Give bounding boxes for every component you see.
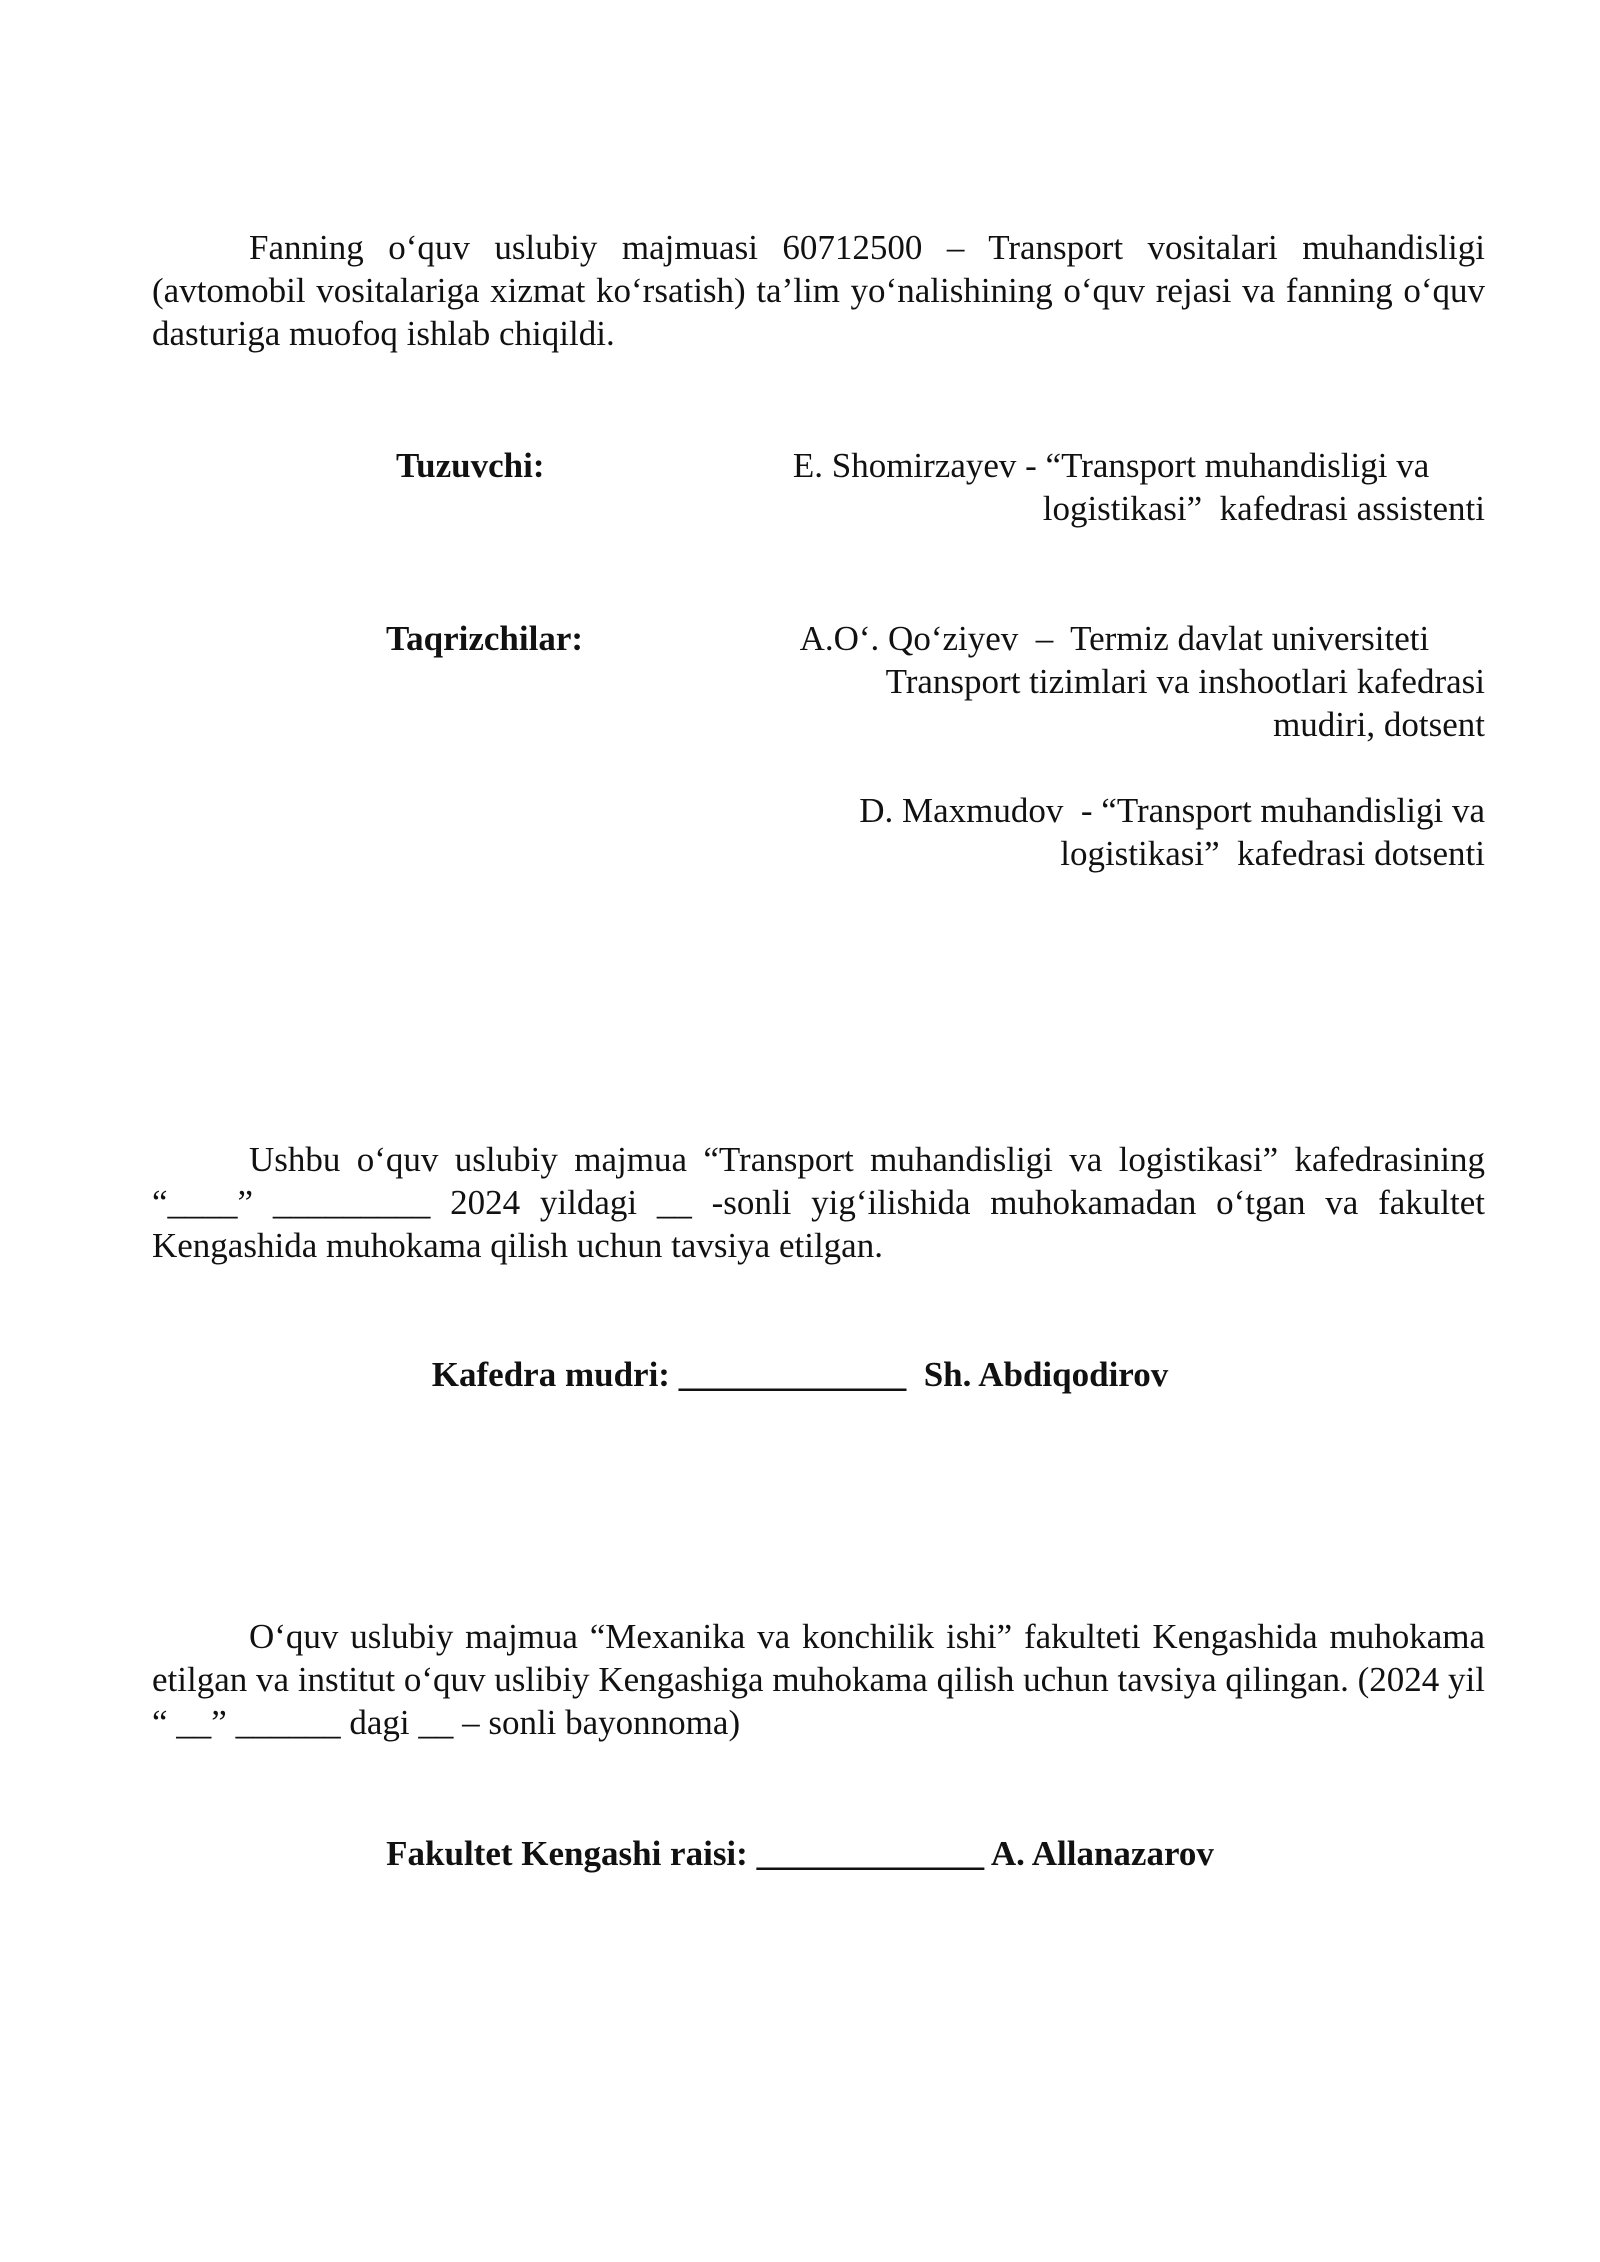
reviewer-1-line-2: Transport tizimlari va inshootlari kafedrasi (885, 662, 1485, 701)
author-details (793, 444, 1485, 530)
reviewer-2-details (859, 789, 1485, 875)
author-label: Tuzuvchi: (396, 446, 545, 485)
intro-paragraph (152, 226, 1485, 355)
department-approval-text: Ushbu o‘quv uslubiy majmua “Transport muhandisligi va logistikasi” kafedrasining “____” _________ 2024 yildagi __ -sonli yig‘ilishida muhokamadan o‘tgan va fakultet Kengashida muhokama qilish uchun tavsiya etilgan. (152, 1140, 1485, 1265)
intro-text: Fanning o‘quv uslubiy majmuasi 60712500 – Transport vositalari muhandisligi (avtomobil vositalariga xizmat ko‘rsatish) ta’lim yo‘nalishining o‘quv rejasi va fanning o‘quv dasturiga muofoq ishlab chiqildi. (152, 228, 1485, 353)
author-line-1: E. Shomirzayev - “Transport muhandisligi va (792, 446, 1438, 485)
department-approval-paragraph (152, 1138, 1485, 1267)
reviewer-2-line-2: logistikasi” kafedrasi dotsenti (1060, 834, 1485, 873)
faculty-approval-paragraph (152, 1615, 1485, 1744)
reviewer-1-line-1: A.O‘. Qo‘ziyev – Termiz davlat universiteti (799, 619, 1438, 658)
reviewer-2-line-1: D. Maxmudov - “Transport muhandisligi va (859, 791, 1485, 830)
reviewers-label: Taqrizchilar: (386, 619, 584, 658)
department-head-signature: Kafedra mudri: _____________ Sh. Abdiqodirov (431, 1355, 1169, 1394)
faculty-chair-signature: Fakultet Kengashi raisi: _____________ A. Allanazarov (386, 1834, 1214, 1873)
reviewer-1-details (800, 617, 1485, 746)
author-line-2: logistikasi” kafedrasi assistenti (1042, 489, 1485, 528)
reviewer-1-line-3: mudiri, dotsent (1273, 705, 1485, 744)
faculty-approval-text: O‘quv uslubiy majmua “Mexanika va konchilik ishi” fakulteti Kengashida muhokama etilgan va institut o‘quv uslibiy Kengashiga muhokama qilish uchun tavsiya qilingan. (2024 yil “ __” ______ dagi __ – sonli bayonnoma) (152, 1617, 1485, 1742)
